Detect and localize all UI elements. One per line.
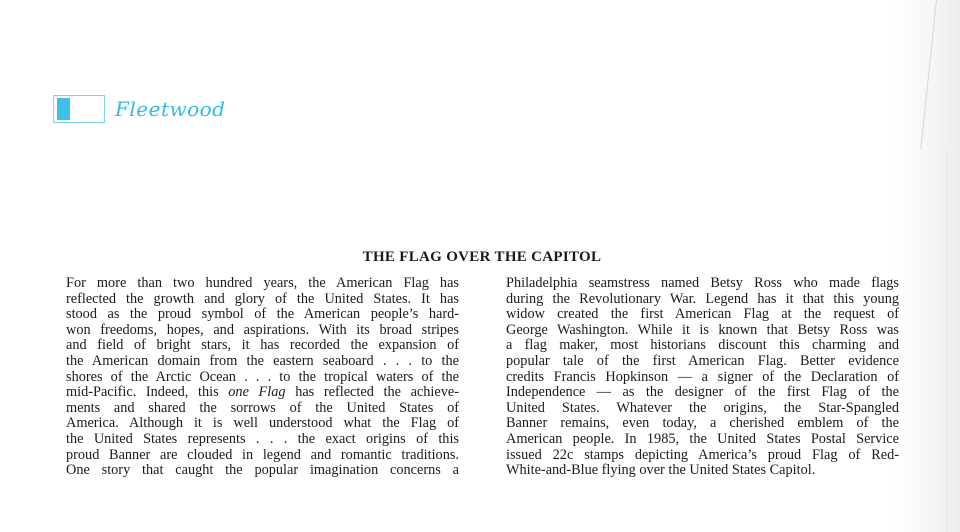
text-line: and field of bright stars, it has recorded the expansion of: [66, 337, 459, 354]
text-line: the United States represents . . . the exact origins of this: [66, 430, 459, 447]
envelope-fold-line: [920, 0, 937, 149]
text-line: America. Although it is well understood what the Flag of: [66, 415, 459, 432]
text-line: during the Revolutionary War. Legend has it that this young: [506, 290, 899, 307]
text-line: won freedoms, hopes, and aspirations. With its broad stripes: [66, 321, 459, 338]
fleetwood-logo: [53, 95, 226, 123]
logo-mark-icon: [53, 95, 105, 123]
italic-phrase: one Flag: [228, 384, 286, 401]
text-line: reflected the growth and glory of the United States. It has: [66, 290, 459, 307]
text-line: credits Francis Hopkinson — a signer of the Declaration of: [506, 368, 899, 385]
text-line: For more than two hundred years, the American Flag has: [66, 275, 459, 291]
page-title: THE FLAG OVER THE CAPITOL: [362, 249, 602, 265]
left-text-column: [66, 276, 459, 479]
text-line: White-and-Blue flying over the United States Capitol.: [506, 462, 816, 479]
text-line: Philadelphia seamstress named Betsy Ross who made flags: [506, 275, 899, 291]
text-line: One story that caught the popular imagination concerns a: [66, 462, 459, 479]
logo-brand-text: Fleetwood: [115, 97, 226, 121]
text-line: stood as the proud symbol of the American people’s hard-: [66, 306, 459, 323]
text-line: a flag maker, most historians discount this charming and: [506, 337, 899, 354]
text-line: widow created the first American Flag at the request of: [506, 306, 899, 323]
text-line: United States. Whatever the origins, the Star-Spangled: [506, 399, 899, 416]
text-line: ments and shared the sorrows of the United States of: [66, 399, 459, 416]
text-line: shores of the Arctic Ocean . . . to the tropical waters of the: [66, 368, 459, 385]
envelope-edge-line: [946, 150, 947, 532]
right-text-column: [506, 276, 899, 479]
text-line: Banner remains, even today, a cherished emblem of the: [506, 415, 899, 432]
text-line: issued 22c stamps depicting America’s proud Flag of Red-: [506, 446, 899, 463]
text-line: mid-Pacific. Indeed, this one Flag has reflected the achieve-: [66, 384, 459, 401]
text-line: American people. In 1985, the United States Postal Service: [506, 430, 899, 447]
text-line: proud Banner are clouded in legend and romantic traditions.: [66, 446, 459, 463]
text-line: Independence — as the designer of the first Flag of the: [506, 384, 899, 401]
text-line: George Washington. While it is known that Betsy Ross was: [506, 321, 899, 338]
text-line: the American domain from the eastern seaboard . . . to the: [66, 352, 459, 369]
text-line: popular tale of the first American Flag. Better evidence: [506, 352, 899, 369]
